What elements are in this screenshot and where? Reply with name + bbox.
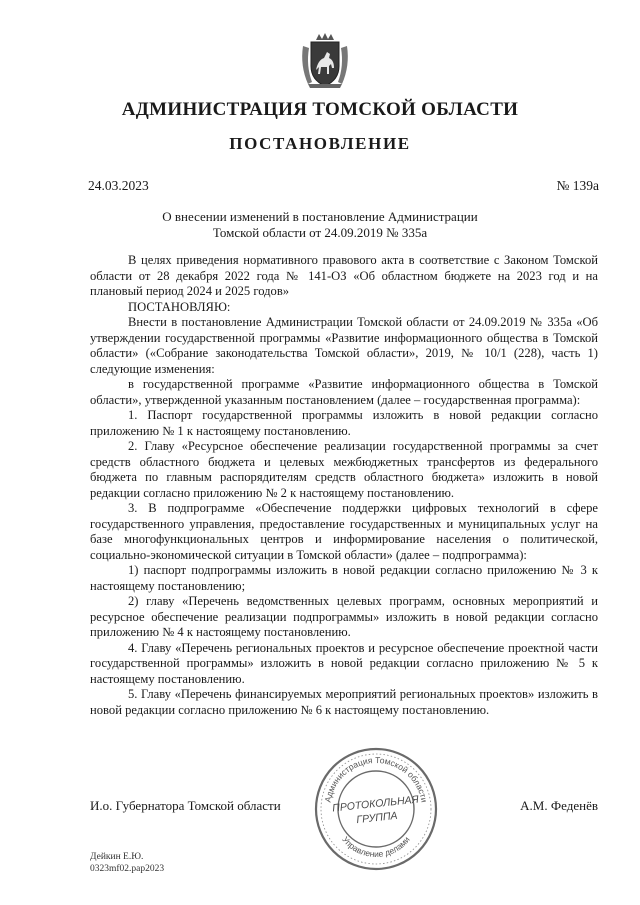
file-reference: 0323mf02.pap2023	[90, 864, 165, 874]
document-body	[90, 253, 598, 718]
signatory-name: А.М. Феденёв	[520, 798, 598, 813]
body-paragraph: 1) паспорт подпрограммы изложить в новой редакции согласно приложению № 3 к настоящему постановлению;	[90, 563, 598, 593]
coat-of-arms-icon	[294, 30, 356, 92]
resolve-heading: ПОСТАНОВЛЯЮ:	[128, 299, 231, 314]
stamp-ring-text: Администрация Томской области	[322, 754, 430, 804]
body-paragraph: Внести в постановление Администрации Томской области от 24.09.2019 № 335а «Об утверждении государственной программы «Развитие информационного общества в Томской области» («Собрание законодательства Томской области», 2019, № 10/1 (228), часть 1) следующие изменения:	[90, 315, 598, 376]
document-type-title: ПОСТАНОВЛЕНИЕ	[229, 134, 411, 153]
body-paragraph: 5. Главу «Перечень финансируемых мероприятий региональных проектов» изложить в новой редакции согласно приложению № 6 к настоящему постановлению.	[90, 687, 598, 717]
stamp-bottom-text: Управление делами	[340, 834, 412, 860]
stamp-center-line: ПРОТОКОЛЬНАЯ	[331, 793, 420, 815]
body-paragraph: в государственной программе «Развитие информационного общества в Томской области», утвержденной указанным постановлением (далее – государственная программа):	[90, 377, 598, 407]
body-paragraph: 2) главу «Перечень ведомственных целевых программ, основных мероприятий и ресурсное обеспечение реализации подпрограммы» изложить в новой редакции согласно приложению № 4 к настоящему постановлению.	[90, 594, 598, 639]
body-paragraph: 2. Главу «Ресурсное обеспечение реализации государственной программы за счет средств областного бюджета и целевых межбюджетных трансфертов из федерального бюджета по главным распорядителям средств областного бюджета» изложить в новой редакции согласно приложению № 2 к настоящему постановлению.	[90, 439, 598, 500]
document-subject	[120, 209, 520, 241]
body-paragraph: 1. Паспорт государственной программы изложить в новой редакции согласно приложению № 1 к настоящему постановлению.	[90, 408, 598, 438]
body-paragraph: 3. В подпрограмме «Обеспечение поддержки цифровых технологий в сфере государственного управления, предоставление государственных и муниципальных услуг на базе многофункциональных центров и информирование населения о политической, социально-экономической ситуации в Томской области» (далее – подпрограмма):	[90, 501, 598, 562]
body-paragraph: 4. Главу «Перечень региональных проектов и ресурсное обеспечение проектной части государственной программы» изложить в новой редакции согласно приложению № 5 к настоящему постановлению.	[90, 640, 598, 686]
preamble-paragraph: В целях приведения нормативного правового акта в соответствие с Законом Томской области от 28 декабря 2022 года № 141-ОЗ «Об областном бюджете на 2023 год и на плановый период 2024 и 2025 годов»	[90, 253, 598, 298]
official-stamp	[312, 745, 440, 873]
executor-name: Дейкин Е.Ю.	[90, 852, 144, 862]
executor-footer	[90, 851, 164, 875]
agency-title: АДМИНИСТРАЦИЯ ТОМСКОЙ ОБЛАСТИ	[121, 99, 519, 120]
stamp-center-line: ГРУППА	[355, 809, 399, 827]
subject-line: Томской области от 24.09.2019 № 335а	[212, 225, 428, 240]
subject-line: О внесении изменений в постановление Администрации	[162, 209, 478, 224]
document-date: 24.03.2023	[88, 178, 149, 193]
signatory-position: И.о. Губернатора Томской области	[90, 798, 281, 813]
document-number: № 139а	[556, 178, 599, 193]
